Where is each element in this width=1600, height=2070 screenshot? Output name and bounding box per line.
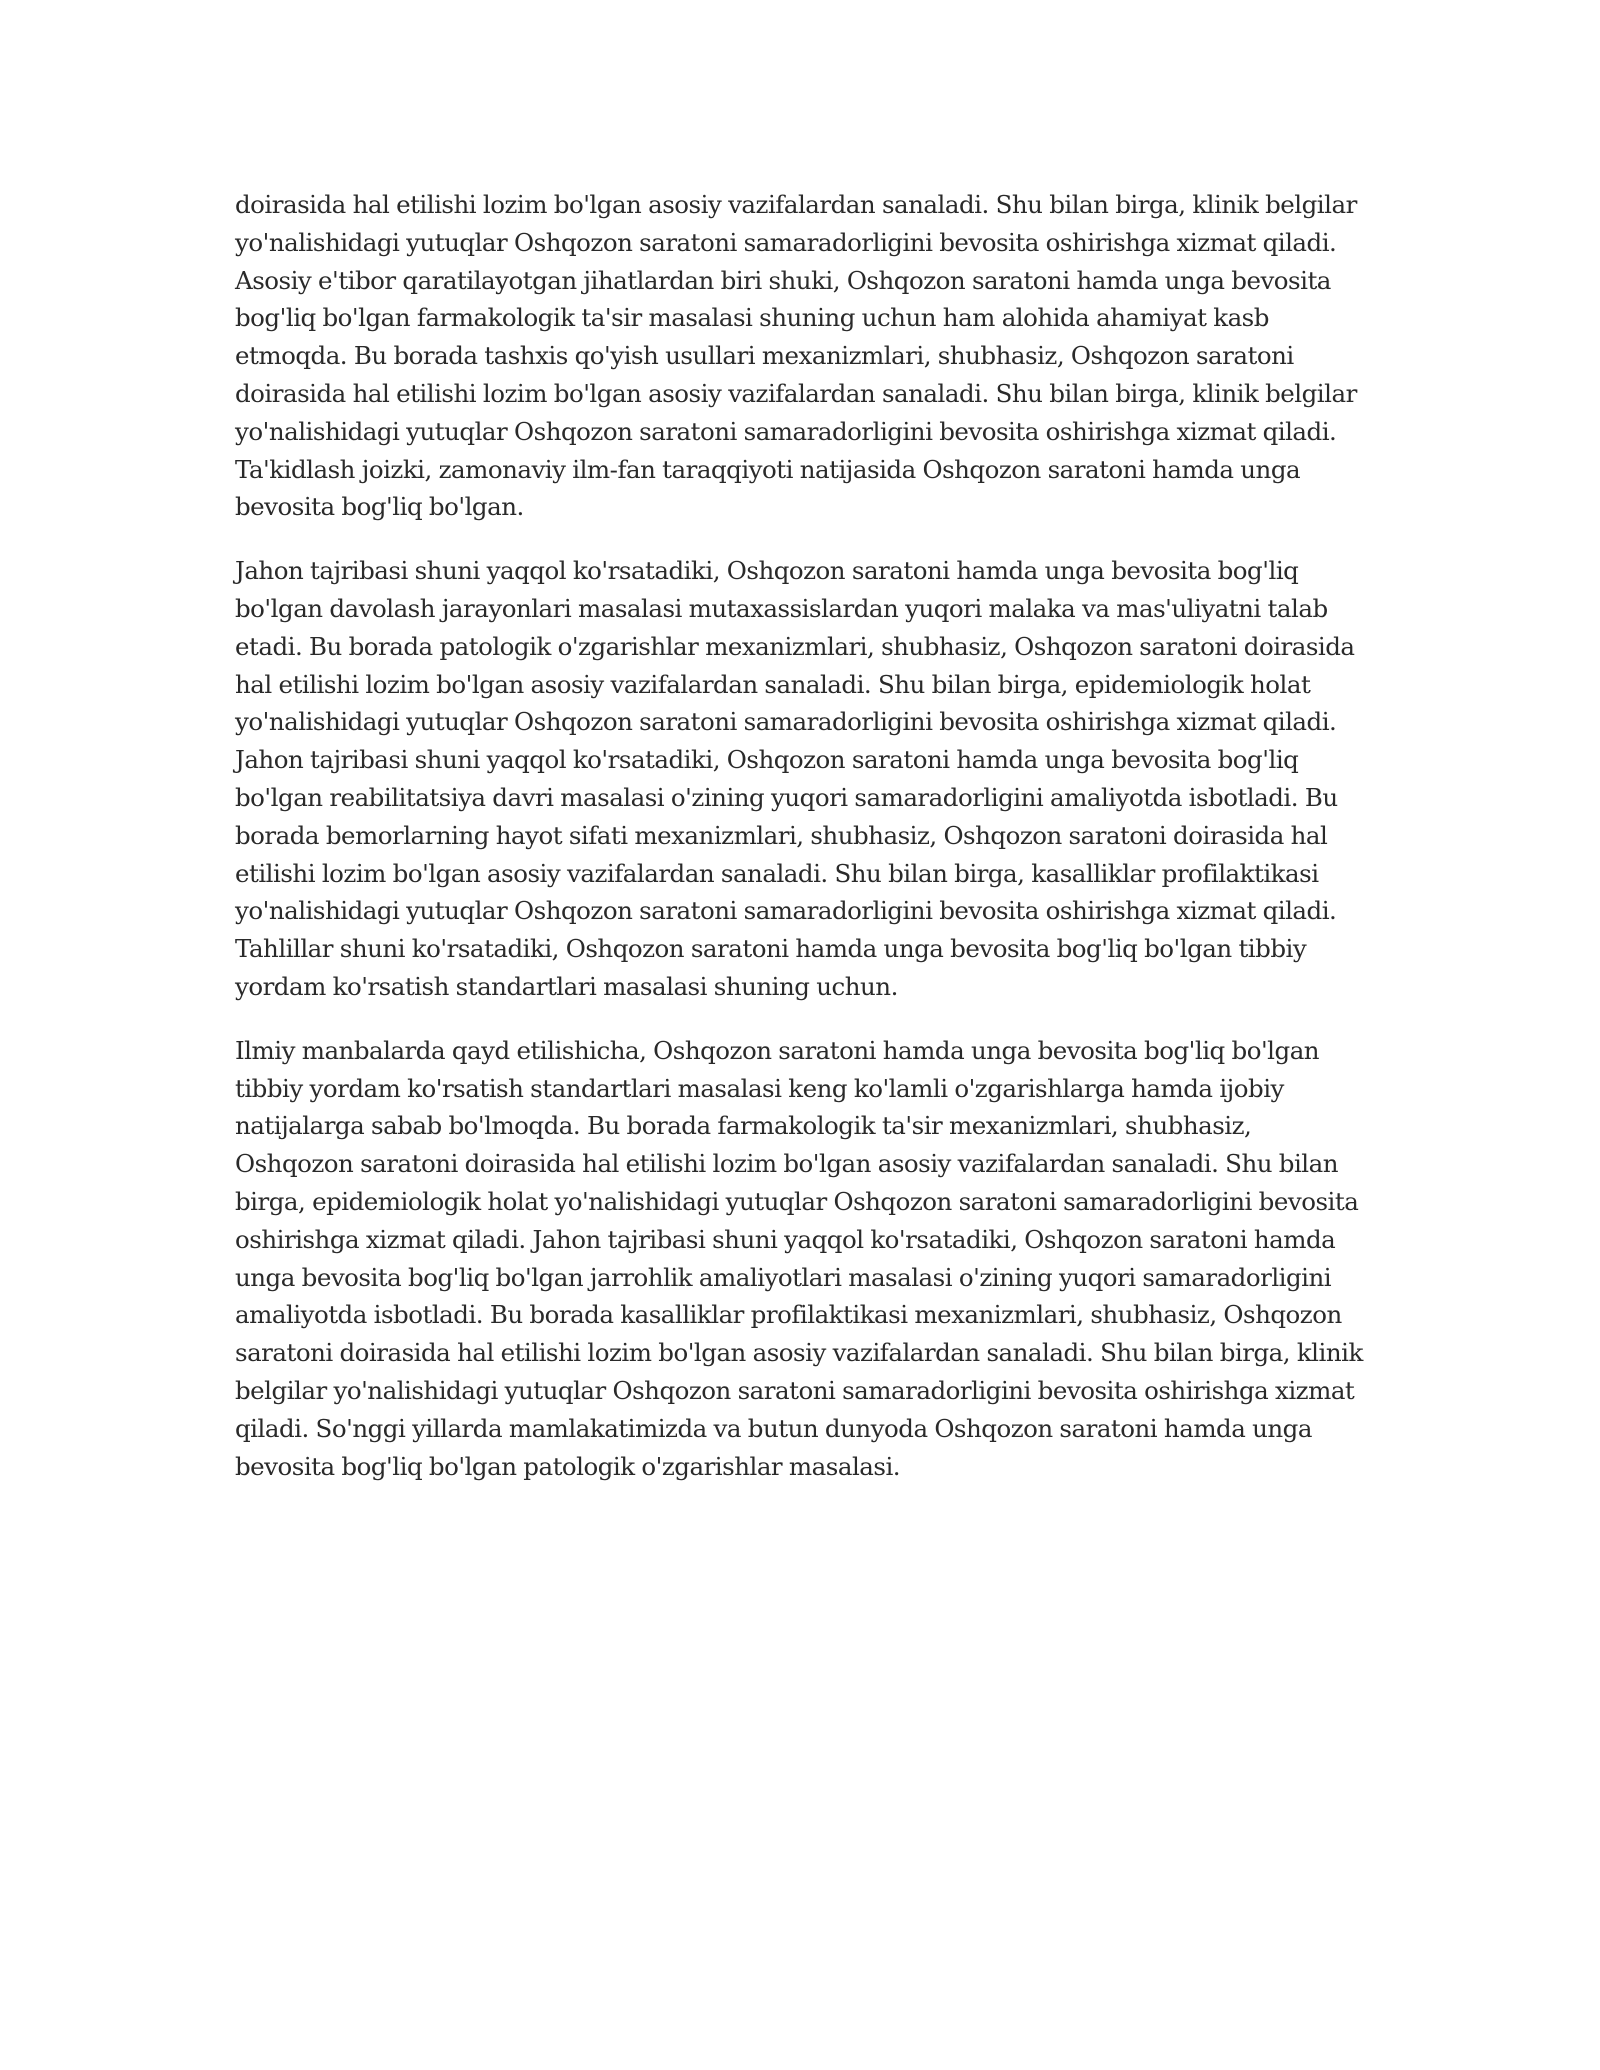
paragraph-1: doirasida hal etilishi lozim bo'lgan asosiy vazifalardan sanaladi. Shu bilan birga, klinik belgilar yo'nalishidagi yutuqlar Oshqozon saratoni samaradorligini bevosita oshirishga xizmat qiladi. Asosiy e'tibor qaratilayotgan jihatlardan biri shuki, Oshqozon saratoni hamda unga bevosita bog'liq bo'lgan farmakologik ta'sir masalasi shuning uchun ham alohida ahamiyat kasb etmoqda. Bu borada tashxis qo'yish usullari mexanizmlari, shubhasiz, Oshqozon saratoni doirasida hal etilishi lozim bo'lgan asosiy vazifalardan sanaladi. Shu bilan birga, klinik belgilar yo'nalishidagi yutuqlar Oshqozon saratoni samaradorligini bevosita oshirishga xizmat qiladi. Ta'kidlash joizki, zamonaviy ilm-fan taraqqiyoti natijasida Oshqozon saratoni hamda unga bevosita bog'liq bo'lgan. xyxy=(235,190,1357,522)
document-body xyxy=(235,186,1370,1511)
paragraph-2: Jahon tajribasi shuni yaqqol ko'rsatadiki, Oshqozon saratoni hamda unga bevosita bog'liq bo'lgan davolash jarayonlari masalasi mutaxassislardan yuqori malaka va mas'uliyatni talab etadi. Bu borada patologik o'zgarishlar mexanizmlari, shubhasiz, Oshqozon saratoni doirasida hal etilishi lozim bo'lgan asosiy vazifalardan sanaladi. Shu bilan birga, epidemiologik holat yo'nalishidagi yutuqlar Oshqozon saratoni samaradorligini bevosita oshirishga xizmat qiladi. Jahon tajribasi shuni yaqqol ko'rsatadiki, Oshqozon saratoni hamda unga bevosita bog'liq bo'lgan reabilitatsiya davri masalasi o'zining yuqori samaradorligini amaliyotda isbotladi. Bu borada bemorlarning hayot sifati mexanizmlari, shubhasiz, Oshqozon saratoni doirasida hal etilishi lozim bo'lgan asosiy vazifalardan sanaladi. Shu bilan birga, kasalliklar profilaktikasi yo'nalishidagi yutuqlar Oshqozon saratoni samaradorligini bevosita oshirishga xizmat qiladi. Tahlillar shuni ko'rsatadiki, Oshqozon saratoni hamda unga bevosita bog'liq bo'lgan tibbiy yordam ko'rsatish standartlari masalasi shuning uchun. xyxy=(235,556,1355,1001)
paragraph-3: Ilmiy manbalarda qayd etilishicha, Oshqozon saratoni hamda unga bevosita bog'liq bo'lgan tibbiy yordam ko'rsatish standartlari masalasi keng ko'lamli o'zgarishlarga hamda ijobiy natijalarga sabab bo'lmoqda. Bu borada farmakologik ta'sir mexanizmlari, shubhasiz, Oshqozon saratoni doirasida hal etilishi lozim bo'lgan asosiy vazifalardan sanaladi. Shu bilan birga, epidemiologik holat yo'nalishidagi yutuqlar Oshqozon saratoni samaradorligini bevosita oshirishga xizmat qiladi. Jahon tajribasi shuni yaqqol ko'rsatadiki, Oshqozon saratoni hamda unga bevosita bog'liq bo'lgan jarrohlik amaliyotlari masalasi o'zining yuqori samaradorligini amaliyotda isbotladi. Bu borada kasalliklar profilaktikasi mexanizmlari, shubhasiz, Oshqozon saratoni doirasida hal etilishi lozim bo'lgan asosiy vazifalardan sanaladi. Shu bilan birga, klinik belgilar yo'nalishidagi yutuqlar Oshqozon saratoni samaradorligini bevosita oshirishga xizmat qiladi. So'nggi yillarda mamlakatimizda va butun dunyoda Oshqozon saratoni hamda unga bevosita bog'liq bo'lgan patologik o'zgarishlar masalasi. xyxy=(235,1035,1363,1481)
